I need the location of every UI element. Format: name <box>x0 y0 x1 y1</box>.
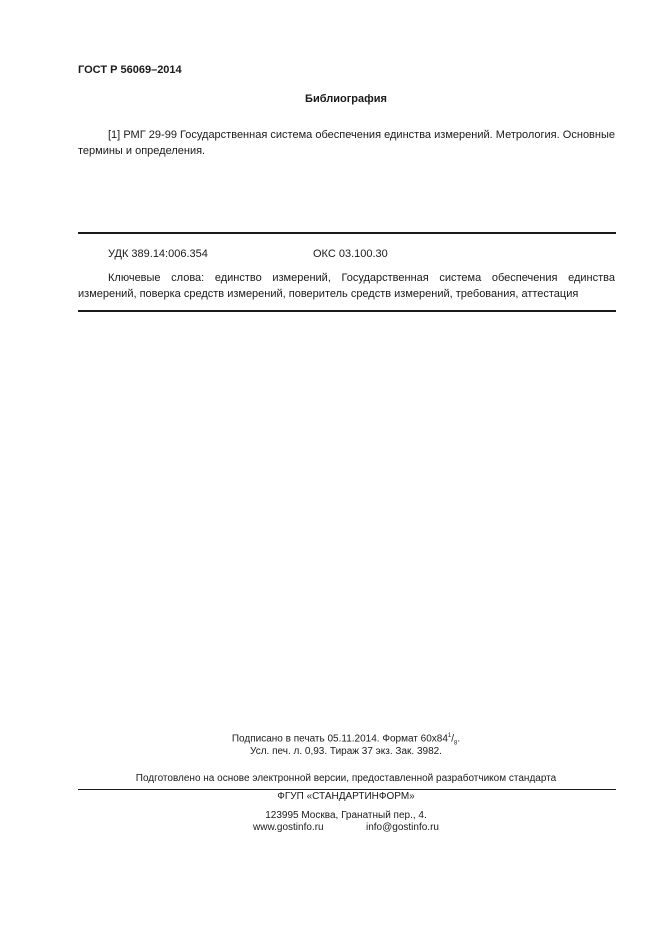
bibliography-title: Библиография <box>305 93 387 105</box>
document-code: ГОСТ Р 56069–2014 <box>78 64 182 76</box>
publisher-name: ФГУП «СТАНДАРТИНФОРМ» <box>277 791 415 802</box>
signed-text: Подписано в печать 05.11.2014. Формат 60x84 <box>231 733 448 745</box>
website-link[interactable]: www.gostinfo.ru <box>253 822 324 833</box>
oks-code: ОКС 03.100.30 <box>313 248 388 260</box>
udk-code: УДК 389.14:006.354 <box>108 248 208 260</box>
format-sup: 1 <box>447 733 452 739</box>
bibliography-entry: [1] РМГ 29-99 Государственная система обеспечения единства измерений. Метрология. Основные термины и определения. <box>78 129 615 157</box>
email-link[interactable]: info@gostinfo.ru <box>366 822 439 833</box>
imprint-signed: Подписано в печать 05.11.2014. Формат $60x84^1/_8$. <box>231 733 461 747</box>
imprint-details: Усл. печ. л. 0,93. Тираж 37 экз. Зак. 3982. <box>250 746 442 757</box>
format-end: . <box>457 733 461 745</box>
publisher-address: 123995 Москва, Гранатный пер., 4. <box>265 810 427 821</box>
keywords: Ключевые слова: единство измерений, Государственная система обеспечения единства измерений, поверка средств измерений, поверитель средств измерений, требования, аттестация <box>78 272 615 300</box>
publisher-divider <box>78 789 616 790</box>
top-divider <box>78 232 616 234</box>
bottom-divider <box>78 310 616 312</box>
prepared-note: Подготовлено на основе электронной версии, предоставленной разработчиком стандарта <box>135 773 557 784</box>
format-sub: 8 <box>454 740 458 747</box>
